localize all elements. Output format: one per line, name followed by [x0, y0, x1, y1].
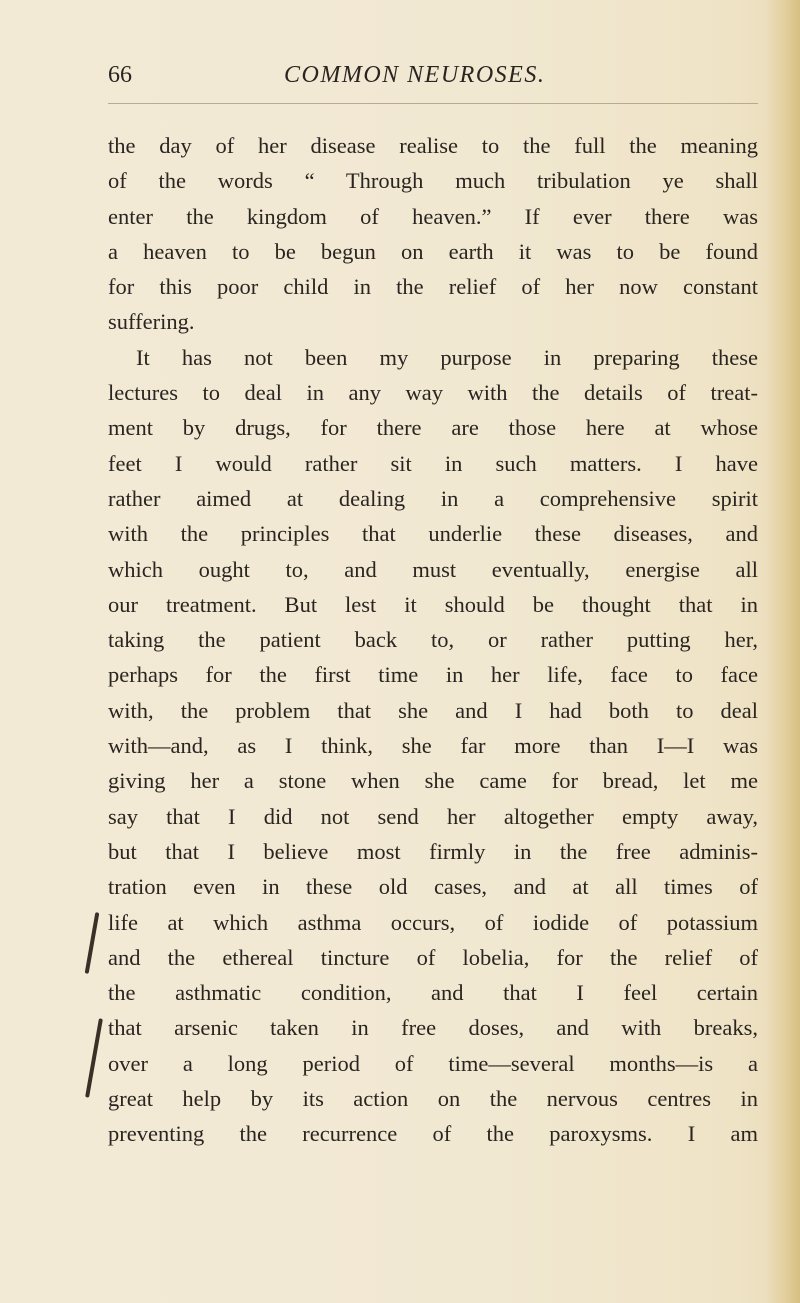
text-line: but that I believe most firmly in the free adminis- — [108, 838, 758, 864]
text-line: rather aimed at dealing in a comprehensive spirit — [108, 485, 758, 511]
text-line: suffering. — [108, 309, 195, 335]
text-line: lectures to deal in any way with the details of treat- — [108, 380, 758, 406]
margin-pencil-mark — [85, 912, 100, 974]
page-number: 66 — [108, 62, 132, 88]
text-line: perhaps for the first time in her life, face to face — [108, 662, 758, 688]
page-edge-shadow — [766, 0, 800, 1303]
text-line: the asthmatic condition, and that I feel certain — [108, 980, 758, 1006]
text-line: a heaven to be begun on earth it was to be found — [108, 238, 758, 264]
text-line: with—and, as I think, she far more than I—I was — [108, 733, 758, 759]
text-line: It has not been my purpose in preparing these — [136, 344, 758, 370]
body-text — [108, 128, 758, 1152]
text-line: ment by drugs, for there are those here at whose — [108, 415, 758, 441]
text-line: taking the patient back to, or rather putting her, — [108, 627, 758, 653]
text-line: that arsenic taken in free doses, and with breaks, — [108, 1015, 758, 1041]
text-line: feet I would rather sit in such matters. I have — [108, 450, 758, 476]
page-header — [108, 62, 758, 96]
text-line: for this poor child in the relief of her now constant — [108, 274, 758, 300]
text-line: with the principles that underlie these diseases, and — [108, 521, 758, 547]
text-line: with, the problem that she and I had both to deal — [108, 697, 758, 723]
text-line: enter the kingdom of heaven.” If ever there was — [108, 203, 758, 229]
text-line: giving her a stone when she came for bread, let me — [108, 768, 758, 794]
text-line: preventing the recurrence of the paroxysms. I am — [108, 1121, 758, 1147]
text-line: our treatment. But lest it should be thought that in — [108, 591, 758, 617]
text-line: great help by its action on the nervous centres in — [108, 1086, 758, 1112]
text-line: of the words “ Through much tribulation ye shall — [108, 168, 758, 194]
text-line: and the ethereal tincture of lobelia, for the relief of — [108, 944, 758, 970]
text-line: over a long period of time—several months—is a — [108, 1050, 758, 1076]
text-line: life at which asthma occurs, of iodide of potassium — [108, 909, 758, 935]
text-line: which ought to, and must eventually, energise all — [108, 556, 758, 582]
header-rule — [108, 103, 758, 104]
margin-pencil-mark — [85, 1018, 103, 1097]
text-line: say that I did not send her altogether empty away, — [108, 803, 758, 829]
running-title: COMMON NEUROSES. — [284, 62, 546, 88]
text-line: tration even in these old cases, and at all times of — [108, 874, 758, 900]
text-line: the day of her disease realise to the full the meaning — [108, 133, 758, 158]
